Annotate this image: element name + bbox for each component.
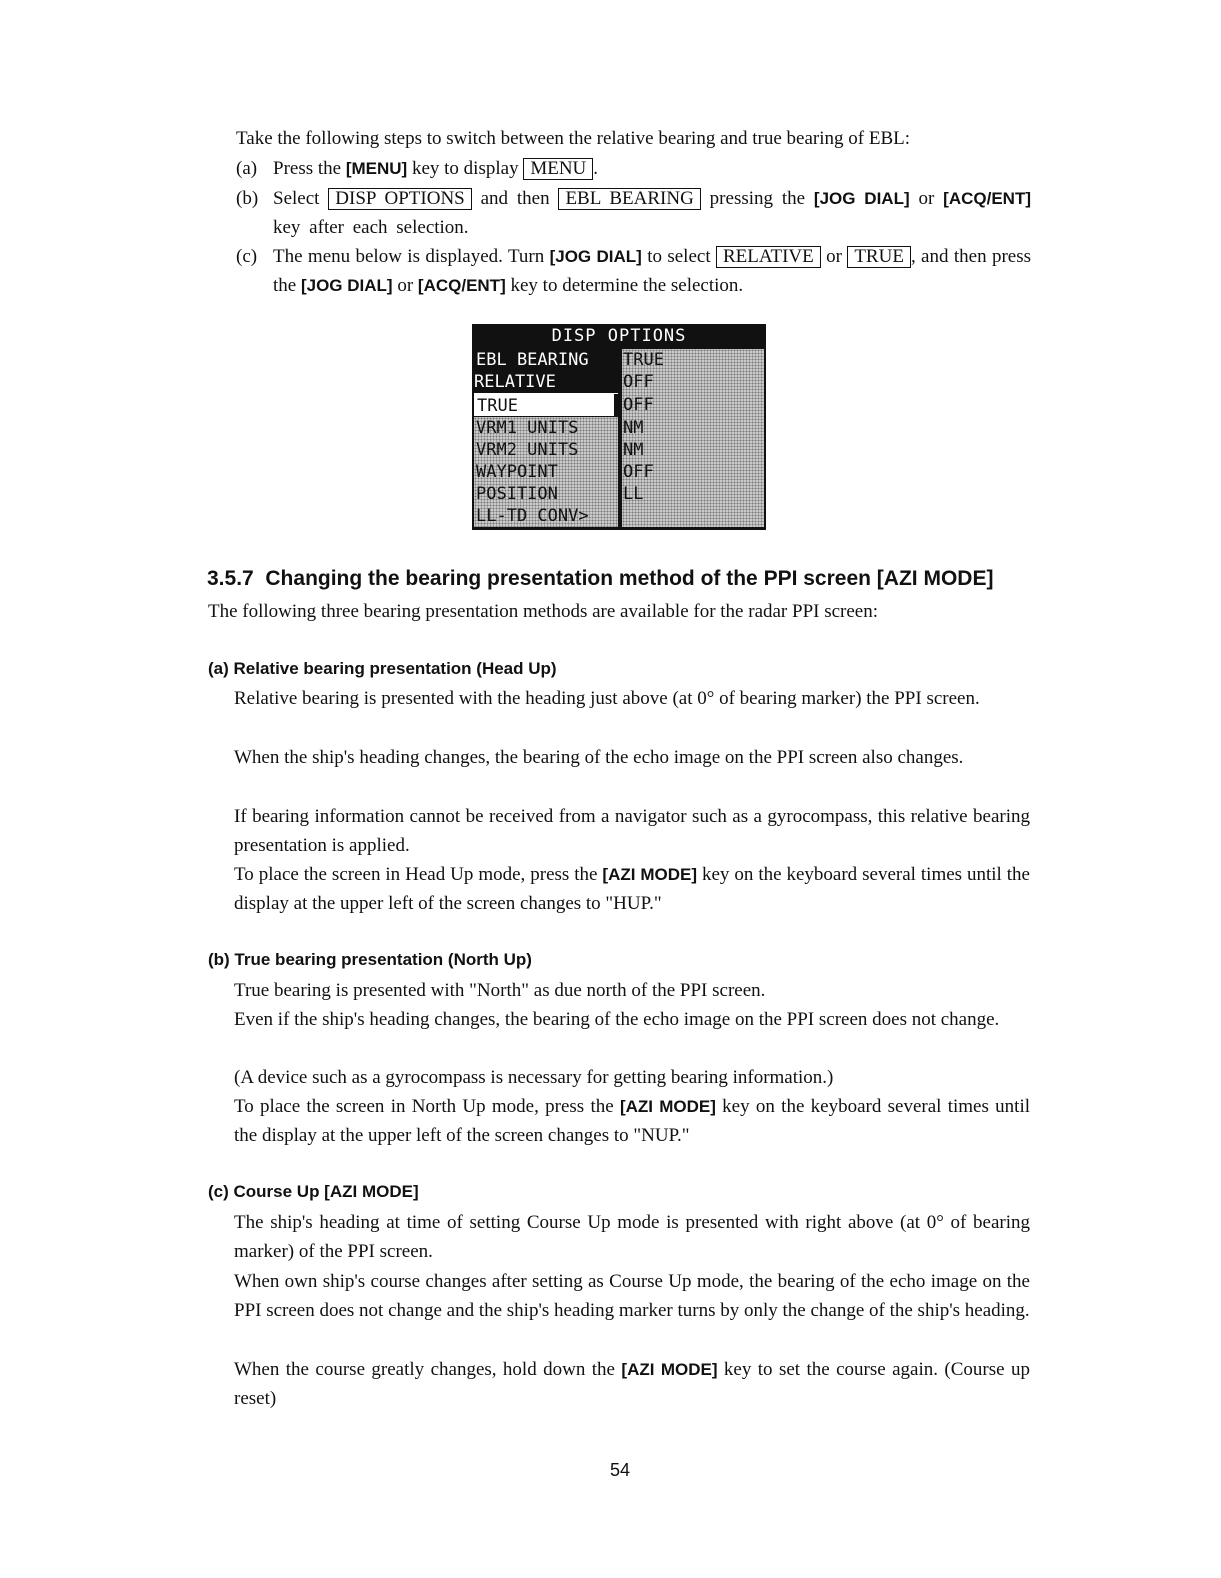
- menu-value-vrm1: NM: [623, 418, 644, 438]
- true-box: TRUE: [847, 246, 911, 268]
- menu-value-waypoint: OFF: [623, 462, 654, 482]
- subheading-a: (a) Relative bearing presentation (Head Up): [208, 659, 557, 678]
- sub-c-paragraph-2: When own ship's course changes after setting as Course Up mode, the bearing of the echo image on the PPI screen does not change and the ship's heading marker turns by only the change of the ship's heading.: [234, 1271, 1030, 1321]
- step-label: (b): [236, 188, 259, 209]
- key-azi-mode: [AZI MODE]: [619, 1097, 716, 1116]
- sub-b-paragraph-1: True bearing is presented with "North" as due north of the PPI screen.: [234, 980, 766, 1001]
- section-intro: The following three bearing presentation methods are available for the radar PPI screen:: [208, 601, 879, 622]
- step-label: (a): [236, 158, 258, 179]
- menu-box: MENU: [523, 158, 593, 180]
- sub-a-paragraph-4: To place the screen in Head Up mode, press the [AZI MODE] key on the keyboard several times until the display at the upper left of the screen changes to "HUP.": [234, 864, 1030, 914]
- key-jog-dial: [JOG DIAL]: [300, 276, 393, 295]
- key-azi-mode: [AZI MODE]: [621, 1360, 718, 1379]
- section-heading: [207, 567, 993, 591]
- key-jog-dial: [JOG DIAL]: [549, 247, 642, 266]
- menu-item-position[interactable]: POSITION: [476, 484, 558, 504]
- menu-value-ebl-bearing: TRUE: [623, 350, 664, 370]
- menu-value-true: OFF: [623, 395, 654, 415]
- relative-box: RELATIVE: [716, 246, 821, 268]
- step-b: (b) Select DISP OPTIONS and then EBL BEARING pressing the [JOG DIAL] or [ACQ/ENT] key after each selection.: [236, 184, 1031, 244]
- sub-a-paragraph-2: When the ship's heading changes, the bearing of the echo image on the PPI screen also changes.: [234, 747, 964, 768]
- sub-c-paragraph-3: When the course greatly changes, hold down the [AZI MODE] key to set the course again. (Course up reset): [234, 1359, 1031, 1409]
- menu-item-vrm2-units[interactable]: VRM2 UNITS: [476, 440, 579, 460]
- step-a: (a) Press the [MENU] key to display MENU .: [236, 154, 1031, 184]
- menu-title: DISP OPTIONS: [551, 326, 687, 346]
- menu-value-position: LL: [623, 484, 644, 504]
- section-title: Changing the bearing presentation method of the PPI screen [AZI MODE]: [265, 567, 994, 590]
- key-menu: [MENU]: [345, 159, 408, 178]
- menu-option-true-selected[interactable]: TRUE: [474, 394, 614, 416]
- menu-right-column: [622, 349, 764, 527]
- menu-item-vrm1-units[interactable]: VRM1 UNITS: [476, 418, 579, 438]
- sub-b-paragraph-4: To place the screen in North Up mode, press the [AZI MODE] key on the keyboard several times until the display at the upper left of the screen changes to "NUP.": [234, 1096, 1031, 1146]
- menu-left-column: [474, 349, 618, 527]
- disp-options-menu: [472, 324, 766, 530]
- menu-option-relative[interactable]: RELATIVE: [474, 371, 618, 394]
- menu-item-waypoint[interactable]: WAYPOINT: [476, 462, 558, 482]
- intro-text: Take the following steps to switch between the relative bearing and true bearing of EBL:: [236, 128, 911, 149]
- menu-item-ebl-bearing[interactable]: EBL BEARING: [476, 350, 589, 370]
- sub-b-paragraph-3: (A device such as a gyrocompass is necessary for getting bearing information.): [234, 1067, 834, 1088]
- menu-value-relative: OFF: [623, 372, 654, 392]
- sub-a-paragraph-1: Relative bearing is presented with the heading just above (at 0° of bearing marker) the PPI screen.: [234, 688, 980, 709]
- step-c: (c) The menu below is displayed. Turn [JOG DIAL] to select RELATIVE or TRUE , and then press the [JOG DIAL] or [ACQ/ENT] key to determine the selection.: [236, 242, 1031, 302]
- section-number: 3.5.7: [207, 567, 254, 590]
- sub-b-paragraph-2: Even if the ship's heading changes, the bearing of the echo image on the PPI screen does not change.: [234, 1009, 1000, 1030]
- menu-item-ll-td-conv[interactable]: LL-TD CONV>: [476, 506, 589, 526]
- key-jog-dial: [JOG DIAL]: [813, 189, 910, 208]
- sub-c-paragraph-1: The ship's heading at time of setting Course Up mode is presented with right above (at 0° of bearing marker) of the PPI screen.: [234, 1212, 1030, 1262]
- key-acq-ent: [ACQ/ENT]: [417, 276, 506, 295]
- menu-value-vrm2: NM: [623, 440, 644, 460]
- disp-options-box: DISP OPTIONS: [328, 188, 471, 210]
- sub-a-paragraph-3: If bearing information cannot be received from a navigator such as a gyrocompass, this relative bearing presentation is applied.: [234, 806, 1030, 856]
- key-azi-mode: [AZI MODE]: [602, 865, 698, 884]
- ebl-bearing-box: EBL BEARING: [558, 188, 700, 210]
- page-number: 54: [609, 1460, 631, 1480]
- subheading-c: (c) Course Up [AZI MODE]: [208, 1182, 419, 1201]
- subheading-b: (b) True bearing presentation (North Up): [208, 950, 532, 969]
- step-label: (c): [236, 246, 258, 267]
- key-acq-ent: [ACQ/ENT]: [943, 189, 1031, 208]
